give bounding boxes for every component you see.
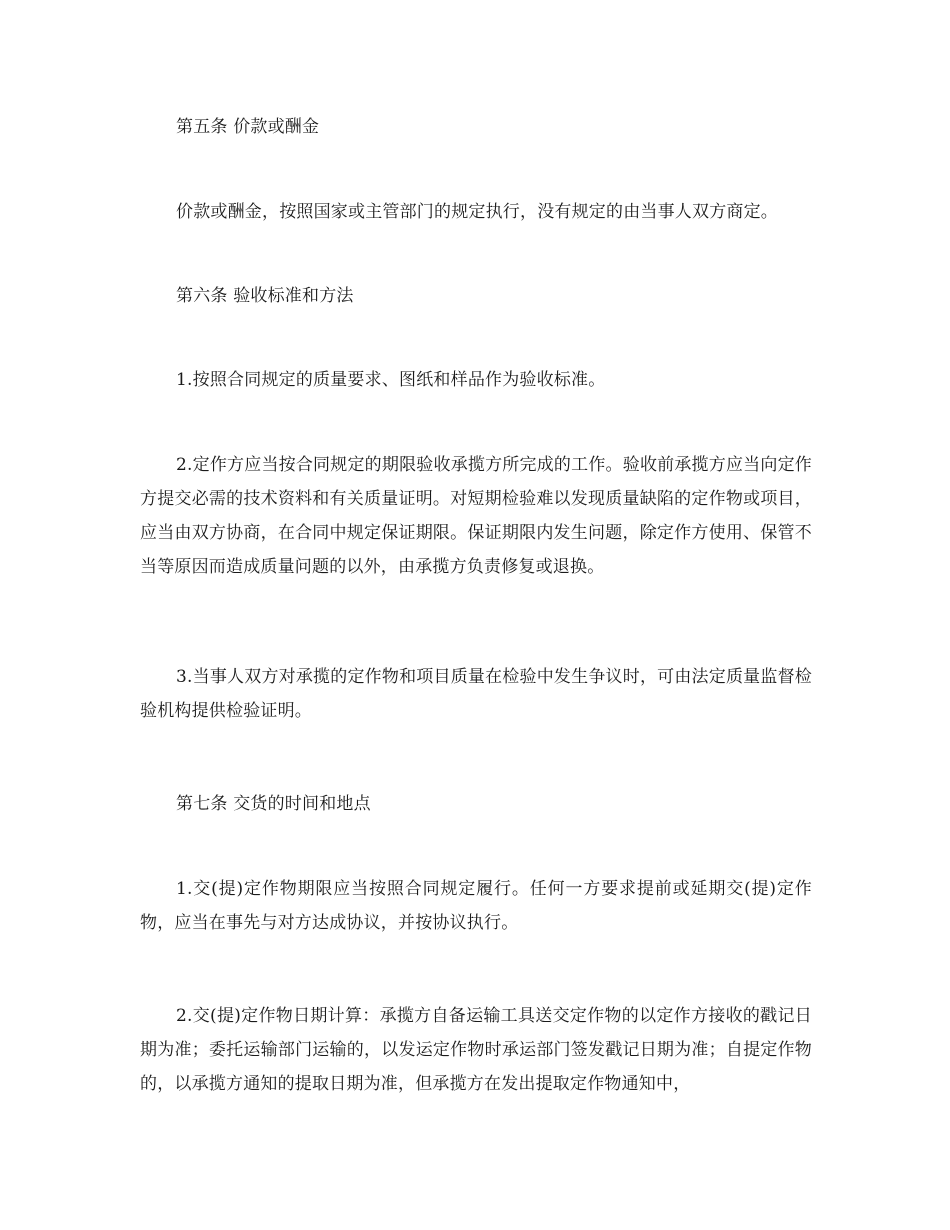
article-7-heading: 第七条 交货的时间和地点	[176, 794, 371, 814]
article-6-item-2: 2.定作方应当按合同规定的期限验收承揽方所完成的工作。验收前承揽方应当向定作方提交必需的技术资料和有关质量证明。对短期检验难以发现质量缺陷的定作物或项目，应当由双方协商，在合同中规定保证期限。保证期限内发生问题，除定作方使用、保管不当等原因而造成质量问题的以外，由承揽方负责修复或退换。	[140, 455, 812, 577]
article-5-body: 价款或酬金，按照国家或主管部门的规定执行，没有规定的由当事人双方商定。	[176, 202, 778, 222]
article-6-item-1: 1.按照合同规定的质量要求、图纸和样品作为验收标准。	[176, 370, 606, 390]
article-7-item-2: 2.交(提)定作物日期计算：承揽方自备运输工具送交定作物的以定作方接收的戳记日期为准；委托运输部门运输的，以发运定作物时承运部门签发戳记日期为准；自提定作物的，以承揽方通知的提取日期为准，但承揽方在发出提取定作物通知中，	[140, 1006, 812, 1094]
article-6-heading: 第六条 验收标准和方法	[176, 286, 354, 306]
article-5-heading: 第五条 价款或酬金	[176, 117, 320, 137]
article-7-item-1: 1.交(提)定作物期限应当按照合同规定履行。任何一方要求提前或延期交(提)定作物，应当在事先与对方达成协议，并按协议执行。	[140, 879, 812, 933]
article-6-item-3: 3.当事人双方对承揽的定作物和项目质量在检验中发生争议时，可由法定质量监督检验机构提供检验证明。	[140, 667, 812, 721]
